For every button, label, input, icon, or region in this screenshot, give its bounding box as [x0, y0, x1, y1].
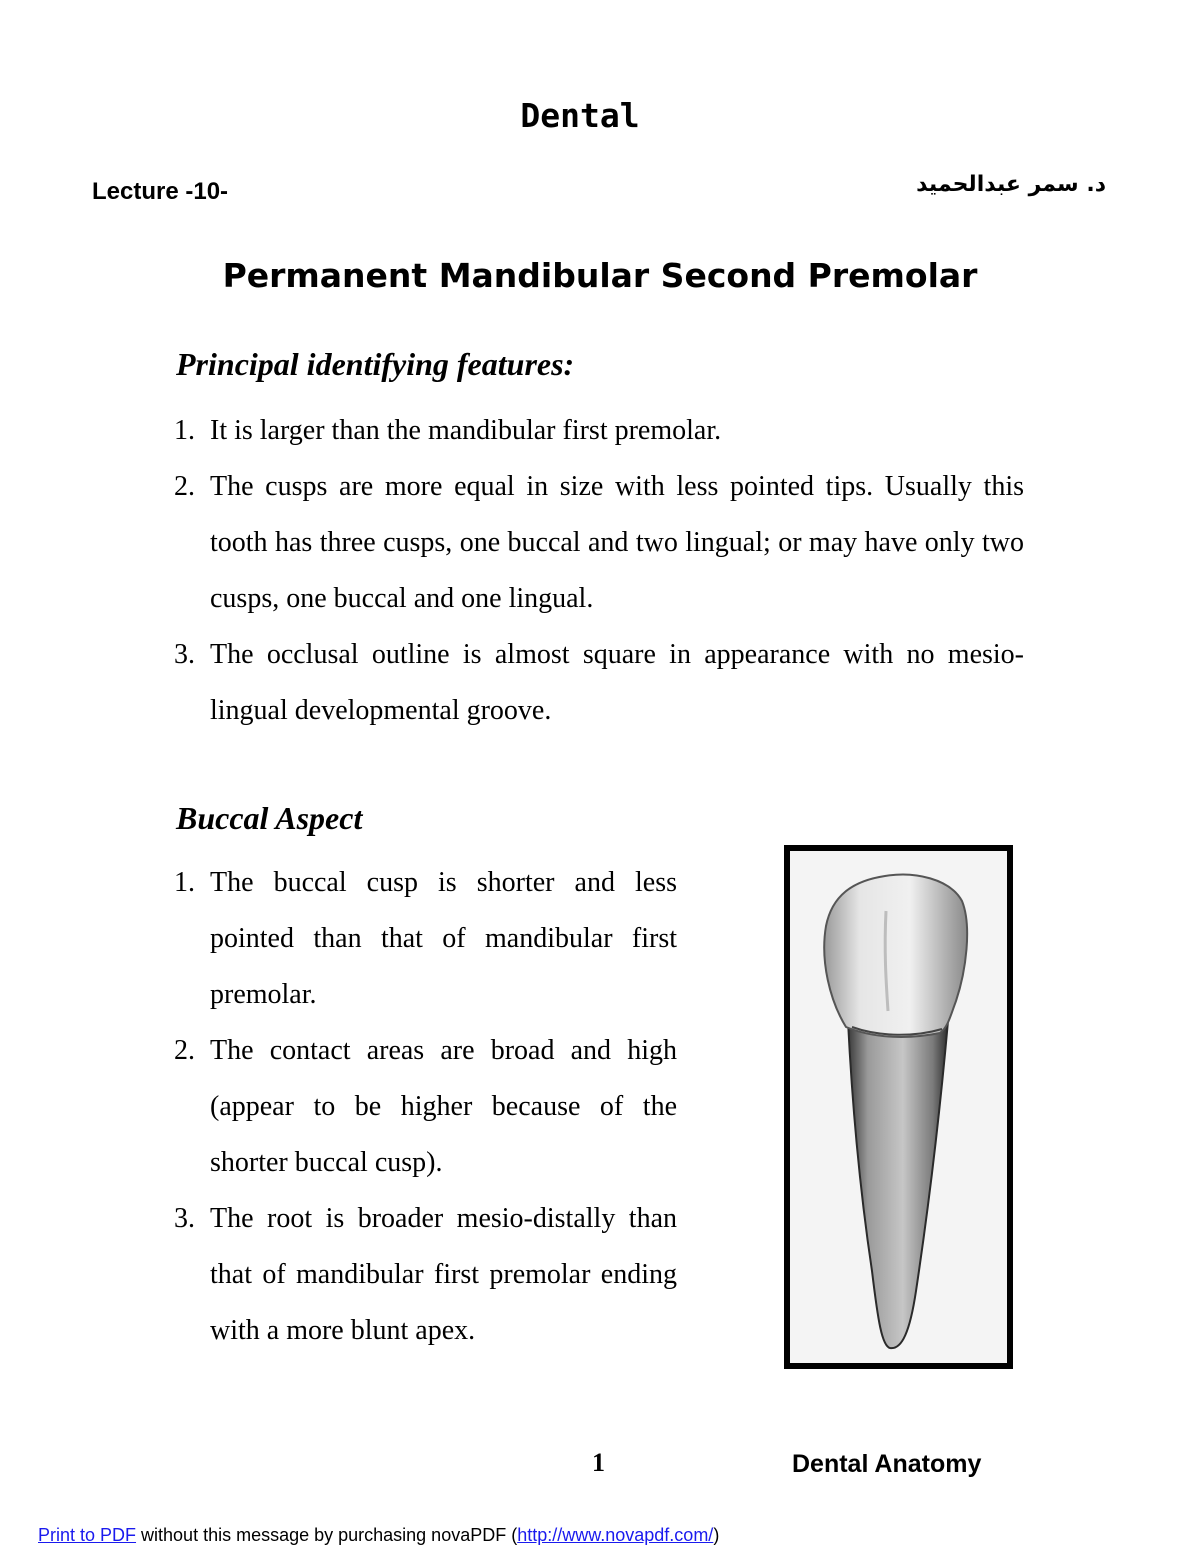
- tooth-root: [848, 1021, 948, 1348]
- buccal-heading: Buccal Aspect: [176, 800, 363, 836]
- tooth-illustration: [790, 851, 1007, 1363]
- watermark: [38, 1525, 719, 1546]
- print-to-pdf-link[interactable]: Print to PDF: [38, 1525, 137, 1545]
- watermark-end: ): [713, 1525, 720, 1545]
- tooth-crown: [824, 875, 967, 1037]
- list-item-number: 1.: [174, 867, 195, 898]
- buccal-list: [174, 855, 677, 1359]
- list-item: [174, 627, 1024, 739]
- features-list: [174, 403, 1024, 739]
- list-item-text: The root is broader mesio-distally than that of mandibular first premolar ending with a more blunt apex.: [210, 1203, 677, 1346]
- list-item-number: 2.: [174, 1035, 195, 1066]
- footer-course: Dental Anatomy: [792, 1450, 982, 1478]
- features-heading: Principal identifying features:: [176, 346, 575, 382]
- list-item-number: 2.: [174, 471, 195, 502]
- list-item-text: The contact areas are broad and high (appear to be higher because of the shorter buccal cusp).: [210, 1035, 677, 1178]
- list-item-number: 1.: [174, 415, 195, 446]
- list-item: [174, 1191, 677, 1359]
- tooth-figure: [784, 845, 1013, 1369]
- author-name: د. سمر عبدالحميد: [916, 172, 1106, 197]
- list-item-number: 3.: [174, 639, 195, 670]
- watermark-text: without this message by purchasing novaPDF (: [136, 1525, 518, 1545]
- novapdf-link[interactable]: http://www.novapdf.com/: [517, 1525, 714, 1545]
- list-item: [174, 403, 1024, 459]
- list-item: [174, 855, 677, 1023]
- list-item-text: The cusps are more equal in size with less pointed tips. Usually this tooth has three cusps, one buccal and two lingual; or may have only two cusps, one buccal and one lingual.: [210, 471, 1024, 614]
- list-item-text: The occlusal outline is almost square in appearance with no mesio-lingual developmental groove.: [210, 639, 1024, 726]
- list-item-number: 3.: [174, 1203, 195, 1234]
- lecture-number: Lecture -10-: [92, 178, 229, 205]
- page-number: 1: [592, 1448, 605, 1477]
- list-item: [174, 459, 1024, 627]
- list-item-text: The buccal cusp is shorter and less pointed than that of mandibular first premolar.: [210, 867, 677, 1010]
- page-title: Permanent Mandibular Second Premolar: [222, 256, 978, 295]
- list-item-text: It is larger than the mandibular first premolar.: [210, 415, 722, 446]
- list-item: [174, 1023, 677, 1191]
- header-brand: Dental: [520, 96, 640, 135]
